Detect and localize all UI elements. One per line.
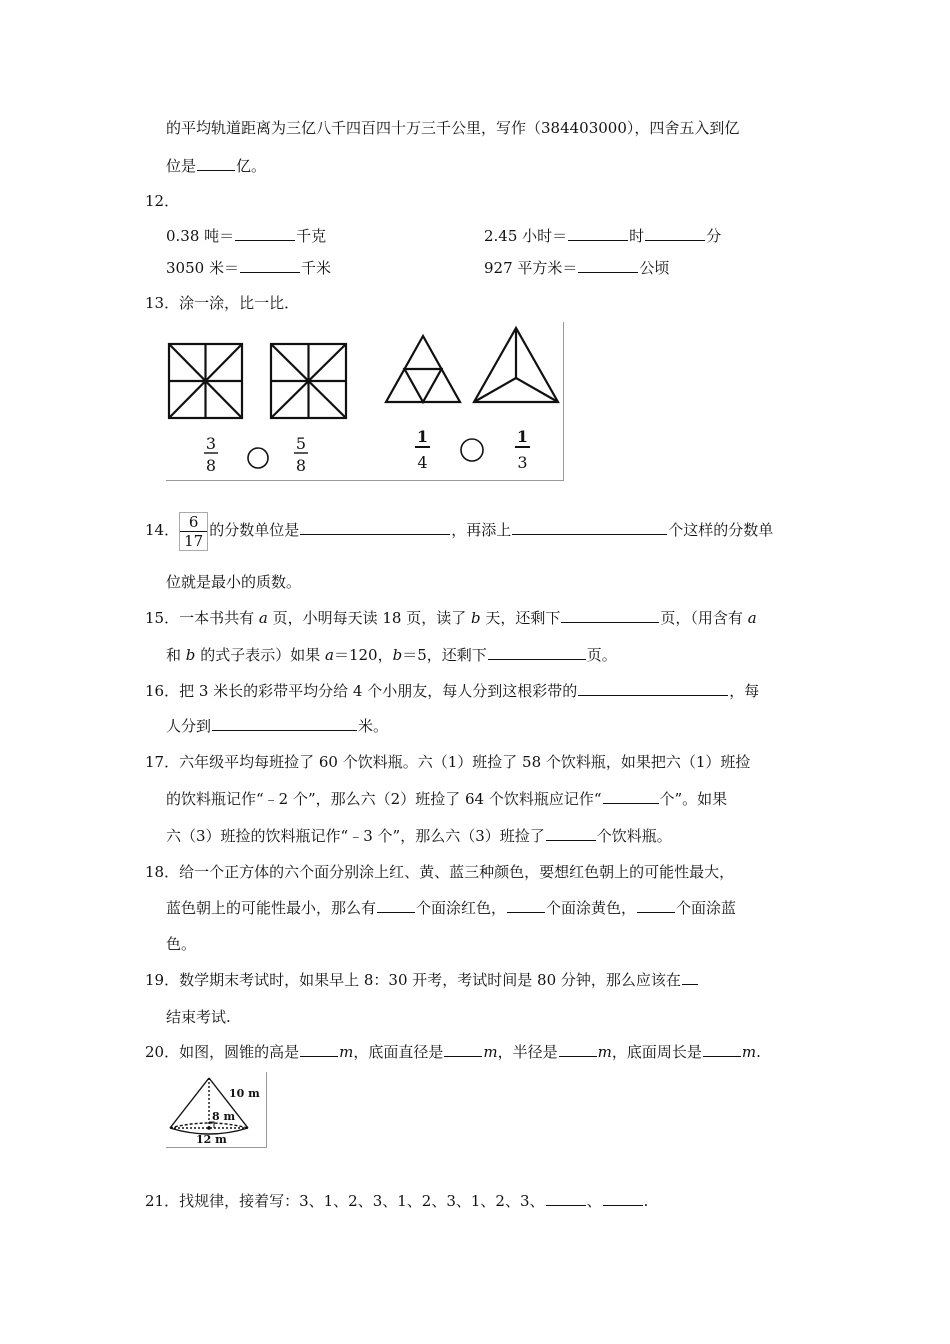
answer-blank[interactable] bbox=[578, 681, 728, 696]
q14-line2: 位就是最小的质数。 bbox=[166, 573, 302, 591]
q14-fraction: $\frac{6}{17}$ bbox=[179, 512, 208, 551]
q17-line2: 的饮料瓶记作“﹣2 个”，那么六（2）班捡了 64 个饮料瓶应记作“ 个”。如果 bbox=[166, 790, 728, 808]
answer-blank[interactable] bbox=[197, 156, 235, 171]
diameter-label: 12 m bbox=[196, 1133, 227, 1146]
q18-line1: 18．给一个正方体的六个面分别涂上红、黄、蓝三种颜色，要想红色朝上的可能性最大， bbox=[145, 863, 735, 881]
q16-line2: 人分到 米。 bbox=[166, 717, 389, 735]
q12-item-a: 0.38 吨＝ 千克 bbox=[166, 227, 327, 245]
fraction-denominator: 3 bbox=[517, 453, 528, 472]
fraction-numerator: 1 bbox=[516, 427, 529, 446]
answer-blank[interactable] bbox=[578, 258, 638, 273]
answer-blank[interactable] bbox=[645, 226, 705, 241]
q17-line1: 17．六年级平均每班捡了 60 个饮料瓶。六（1）班捡了 58 个饮料瓶，如果把六（1）班捡 bbox=[145, 753, 751, 771]
slant-label: 10 m bbox=[229, 1087, 260, 1100]
q13-text: 13．涂一涂，比一比． bbox=[145, 294, 300, 312]
q15-line2: 和 b 的式子表示）如果 a＝120，b＝5，还剩下 页。 bbox=[166, 646, 617, 664]
answer-blank[interactable] bbox=[377, 898, 415, 913]
answer-blank[interactable] bbox=[240, 258, 300, 273]
fraction-numerator: 5 bbox=[295, 434, 307, 453]
answer-blank[interactable] bbox=[488, 645, 586, 660]
q12-number: 12． bbox=[145, 192, 180, 210]
q13-figure-svg bbox=[166, 322, 563, 480]
answer-blank[interactable] bbox=[603, 789, 659, 804]
answer-blank[interactable] bbox=[300, 520, 450, 535]
answer-blank[interactable] bbox=[603, 1191, 643, 1206]
answer-blank[interactable] bbox=[212, 716, 357, 731]
answer-blank[interactable] bbox=[444, 1042, 482, 1057]
fraction-denominator: 8 bbox=[205, 456, 217, 475]
height-label: 8 m bbox=[212, 1110, 236, 1123]
fraction-denominator: 4 bbox=[417, 453, 428, 472]
q12-item-c: 3050 米＝ 千米 bbox=[166, 259, 331, 277]
answer-blank[interactable] bbox=[300, 1042, 338, 1057]
q14-line1: 14． $\frac{6}{17}$ 的分数单位是 ，再添上 个这样的分数单 bbox=[145, 512, 774, 550]
q18-line3: 色。 bbox=[166, 935, 197, 953]
answer-blank[interactable] bbox=[546, 826, 596, 841]
fraction-denominator: 8 bbox=[295, 456, 307, 475]
answer-blank[interactable] bbox=[637, 898, 675, 913]
q13-figure bbox=[166, 322, 564, 481]
q11-line1: 的平均轨道距离为三亿八千四百四十万三千公里，写作（384403000），四舍五入到亿 bbox=[166, 119, 740, 137]
q16-line1: 16．把 3 米长的彩带平均分给 4 个小朋友，每人分到这根彩带的 ，每 bbox=[145, 682, 760, 700]
q20-line1: 20．如图，圆锥的高是 m，底面直径是 m，半径是 m，底面周长是 m. bbox=[145, 1043, 761, 1061]
answer-blank[interactable] bbox=[568, 226, 628, 241]
answer-blank[interactable] bbox=[682, 970, 698, 985]
cone-svg bbox=[166, 1072, 266, 1147]
cone-figure bbox=[166, 1072, 267, 1148]
q21-line1: 21．找规律，接着写：3、1、2、3、1、2、3、1、2、3、 、 . bbox=[145, 1192, 649, 1210]
compare-circle-2[interactable] bbox=[461, 439, 483, 461]
q19-line1: 19．数学期末考试时，如果早上 8：30 开考，考试时间是 80 分钟，那么应该在 bbox=[145, 970, 699, 990]
q15-line1: 15．一本书共有 a 页，小明每天读 18 页，读了 b 天，还剩下 页，（用含有 a bbox=[145, 609, 757, 627]
answer-blank[interactable] bbox=[546, 1191, 586, 1206]
answer-blank[interactable] bbox=[235, 226, 295, 241]
answer-blank[interactable] bbox=[703, 1042, 741, 1057]
answer-blank[interactable] bbox=[561, 608, 659, 623]
compare-circle-1[interactable] bbox=[248, 448, 268, 468]
answer-blank[interactable] bbox=[559, 1042, 597, 1057]
q19-line2: 结束考试. bbox=[166, 1008, 231, 1026]
q12-item-b: 2.45 小时＝ 时 分 bbox=[484, 227, 722, 245]
fraction-numerator: 3 bbox=[205, 434, 217, 453]
q11-line2: 位是 亿。 bbox=[166, 157, 267, 175]
answer-blank[interactable] bbox=[512, 520, 667, 535]
q18-line2: 蓝色朝上的可能性最小，那么有 个面涂红色， 个面涂黄色， 个面涂蓝 bbox=[166, 899, 737, 917]
answer-blank[interactable] bbox=[507, 898, 545, 913]
fraction-numerator: 1 bbox=[416, 427, 429, 446]
q12-item-d: 927 平方米＝ 公顷 bbox=[484, 259, 670, 277]
q17-line3: 六（3）班捡的饮料瓶记作“﹣3 个”，那么六（3）班捡了 个饮料瓶。 bbox=[166, 827, 672, 845]
